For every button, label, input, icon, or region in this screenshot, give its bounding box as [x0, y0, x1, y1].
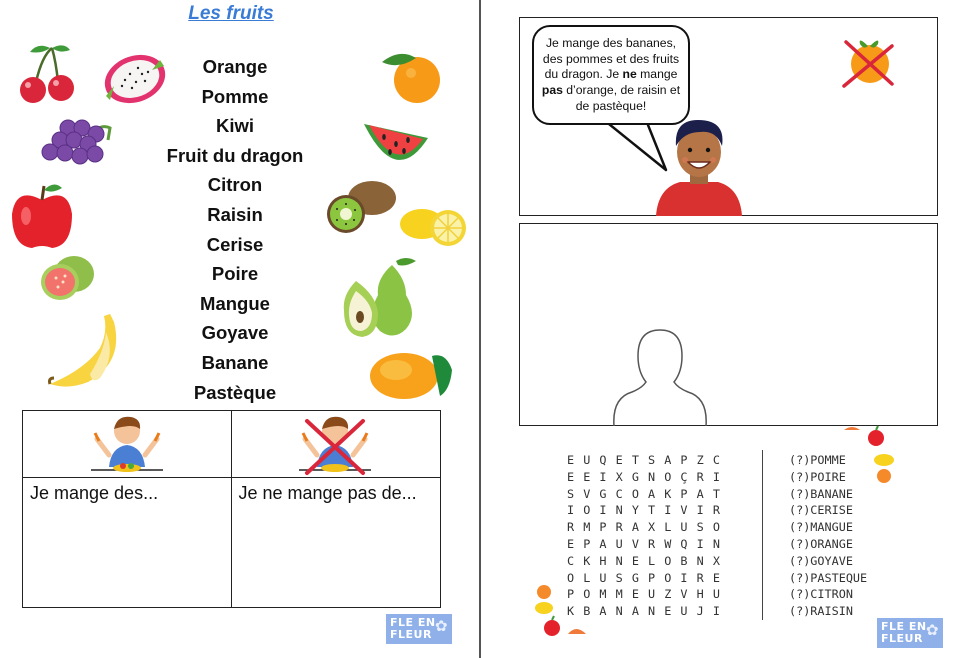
- flower-icon: ✿: [925, 621, 939, 639]
- word-search-word: (?)BANANE: [789, 486, 853, 501]
- comic-panel-bottom: [519, 223, 938, 426]
- logo-line: FLEUR: [881, 632, 923, 645]
- table-header-cell: [23, 411, 231, 478]
- pear-icon: [336, 255, 422, 341]
- speech-bold-negation: pas: [541, 83, 563, 98]
- dragon-fruit-icon: [100, 50, 170, 108]
- word-search-row: O L U S G P O I R E: [567, 570, 721, 585]
- guava-icon: [38, 252, 96, 304]
- speech-text: d’orange, de raisin et de pastèque!: [562, 83, 681, 113]
- logo-line: FLE EN: [390, 616, 436, 629]
- grapes-icon: [38, 116, 114, 172]
- word-search-row: P O M M E U Z V H U: [567, 587, 721, 602]
- logo-line: FLEUR: [390, 628, 432, 641]
- word-search-row: C K H N E L O B N X: [567, 553, 721, 568]
- fruit-word: Kiwi: [215, 115, 255, 137]
- word-search-row: S V G C O A K P A T: [567, 486, 721, 501]
- logo-line: FLE EN: [881, 620, 927, 633]
- speech-bubble-tail: [600, 118, 672, 174]
- word-search-word: (?)POMME: [789, 453, 846, 467]
- banana-icon: [44, 312, 126, 392]
- apple-icon: [8, 180, 76, 252]
- word-search-word: (?)MANGUE: [789, 520, 853, 535]
- crossed-orange-icon: [840, 30, 898, 88]
- word-search-row: I O I N Y T I V I R: [567, 503, 721, 518]
- word-search-row: E P A U V R W Q I N: [567, 536, 721, 551]
- boy-not-eating-icon: [295, 415, 375, 477]
- table-column-eat: [23, 411, 232, 607]
- fruit-word: Citron: [207, 174, 263, 196]
- speech-text: mange: [636, 67, 678, 82]
- table-header-cell: [232, 411, 441, 478]
- word-search-row: R M P R A X L U S O: [567, 520, 721, 535]
- watermelon-icon: [360, 118, 432, 170]
- word-search-row: E U Q E T S A P Z C: [567, 453, 721, 467]
- kiwi-icon: [324, 178, 398, 234]
- speech-bold-negation: ne: [622, 67, 637, 82]
- boy-eating-icon: [87, 415, 167, 477]
- fruit-word: Pastèque: [193, 381, 277, 403]
- word-search-word: (?)CERISE: [789, 503, 853, 518]
- fruit-word: Pomme: [201, 85, 269, 107]
- speech-text: Je mange des bananes, des pommes et des fruits du dragon. Je: [542, 36, 680, 82]
- mango-icon: [366, 346, 456, 402]
- lemon-icon: [398, 202, 470, 250]
- fruit-word: Orange: [202, 56, 268, 77]
- orange-icon: [380, 48, 442, 106]
- word-search-word: (?)PASTEQUE: [789, 570, 868, 585]
- fruit-word: Fruit du dragon: [166, 144, 304, 166]
- fruit-word: Raisin: [207, 203, 263, 225]
- word-search-word: (?)RAISIN: [789, 604, 853, 619]
- table-cell-eat-text: Je mange des...: [30, 483, 159, 503]
- speech-bubble: [532, 25, 690, 125]
- brand-logo: [386, 614, 452, 644]
- cherry-icon: [16, 42, 78, 106]
- fruit-word: Goyave: [201, 322, 269, 344]
- word-search-separator: [762, 450, 763, 620]
- table-column-not-eat: [232, 411, 441, 607]
- fruit-word: Mangue: [200, 292, 270, 314]
- word-search-word: (?)CITRON: [789, 587, 853, 602]
- table-cell-not-eat-text: Je ne mange pas de...: [238, 483, 417, 503]
- word-search-row: E E I X G N O Ç R I: [567, 469, 721, 484]
- person-silhouette-icon: [610, 326, 710, 426]
- flower-icon: ✿: [434, 617, 448, 635]
- word-search-word-list: [789, 452, 867, 620]
- eating-preferences-table: [22, 410, 441, 608]
- word-search-row: K B A N A N E U J I: [567, 604, 721, 619]
- page-title: Les fruits: [188, 3, 274, 24]
- word-search-word: (?)GOYAVE: [789, 553, 853, 568]
- fruit-word: Cerise: [206, 233, 264, 255]
- word-search-grid: [567, 452, 721, 620]
- word-search-word: (?)POIRE: [789, 469, 846, 484]
- page-divider: [479, 0, 481, 658]
- left-worksheet-page: [0, 0, 478, 658]
- fruit-word: Poire: [211, 263, 259, 285]
- word-search-word: (?)ORANGE: [789, 536, 853, 551]
- fruit-word: Banane: [201, 351, 269, 373]
- brand-logo: [877, 618, 943, 648]
